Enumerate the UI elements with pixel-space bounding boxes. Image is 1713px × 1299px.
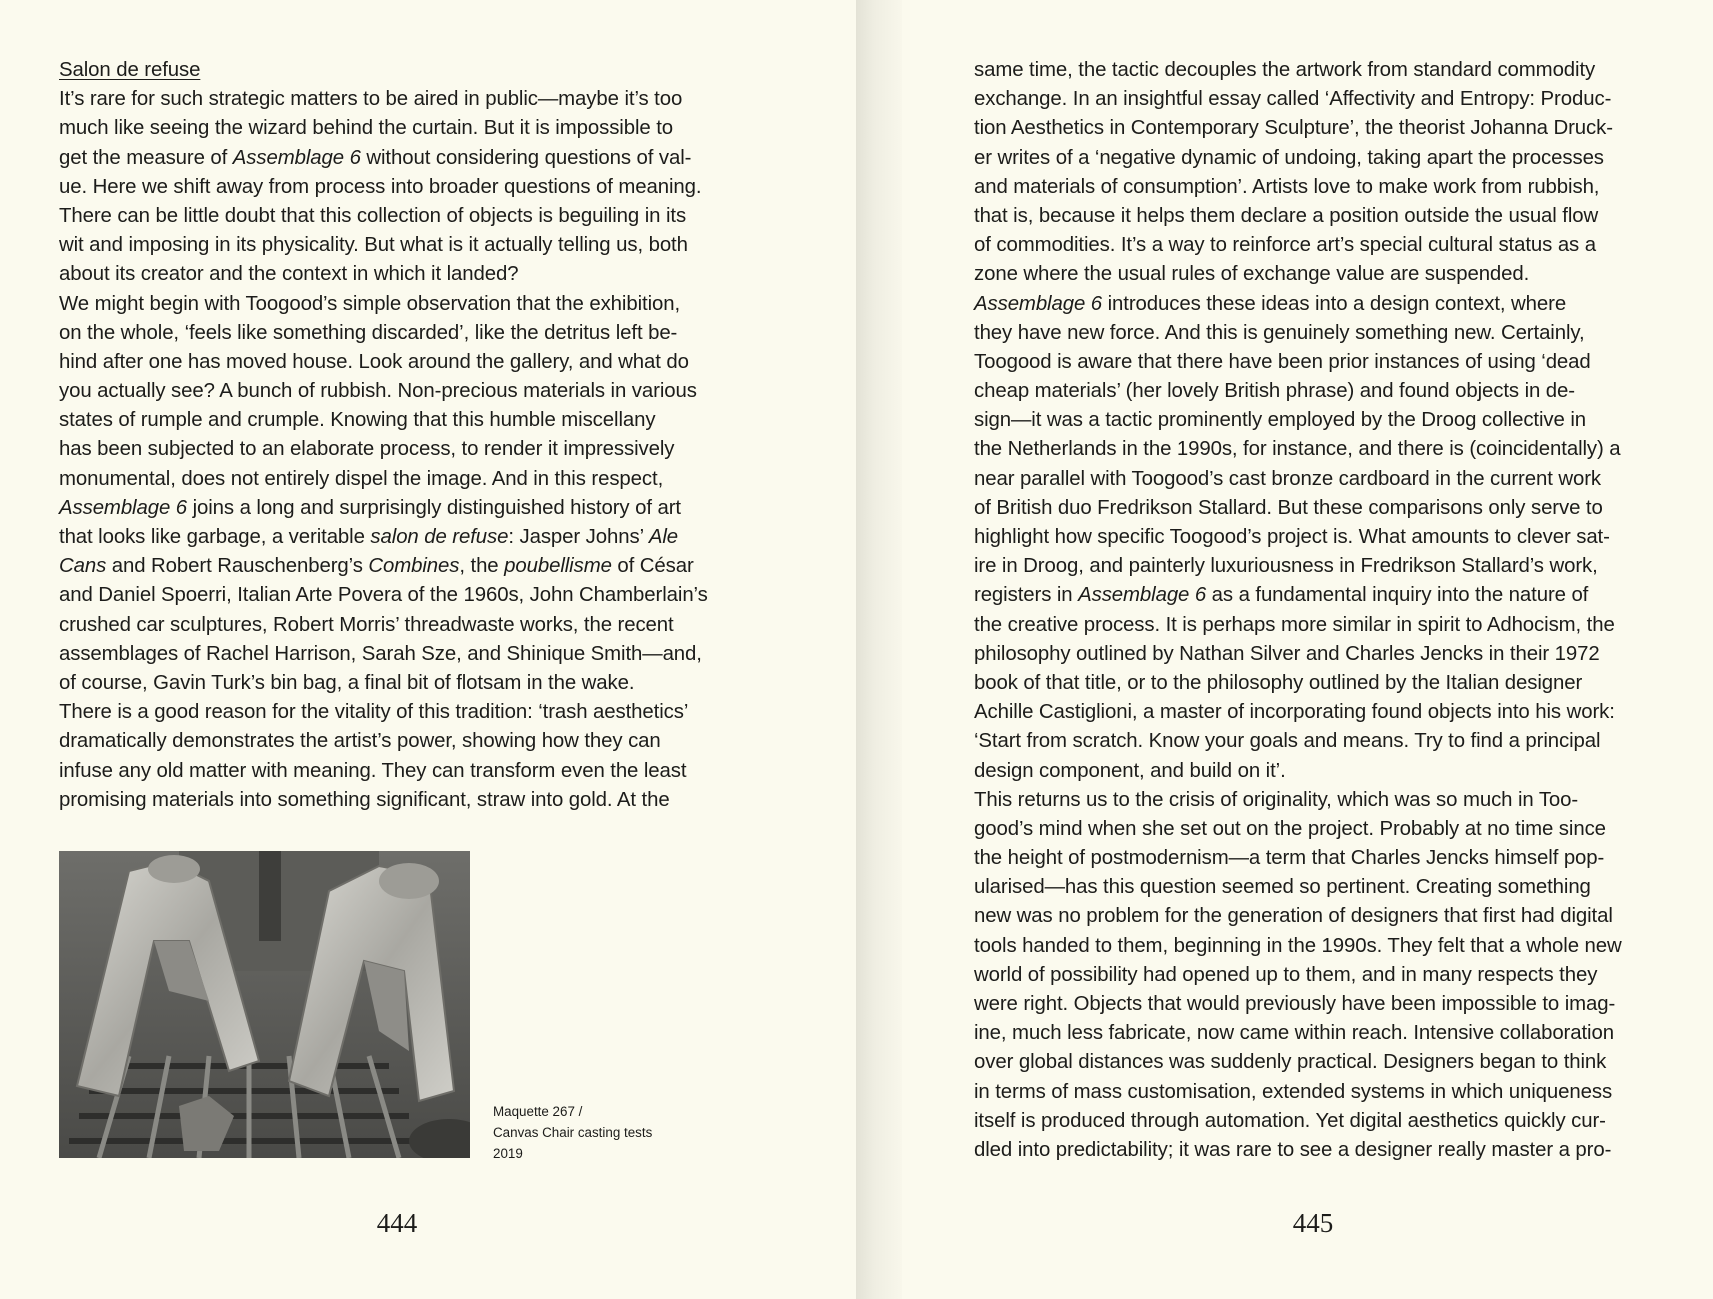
text-line: were right. Objects that would previously have been impossible to imag-: [974, 993, 1616, 1015]
text-line: crushed car sculptures, Robert Morris’ threadwaste works, the recent: [59, 613, 674, 636]
photo-caption: [493, 1101, 652, 1164]
text-line: tools handed to them, beginning in the 1990s. They felt that a whole new: [974, 934, 1622, 957]
text-line: ire in Droog, and painterly luxuriousness in Fredrikson Stallard’s work,: [974, 555, 1598, 578]
text-line: much like seeing the wizard behind the curtain. But it is impossible to: [59, 117, 673, 140]
text-line: registers in Assemblage 6 as a fundamental inquiry into the nature of: [974, 584, 1589, 607]
text-line: er writes of a ‘negative dynamic of undoing, taking apart the processes: [974, 146, 1604, 169]
text-line: There is a good reason for the vitality of this tradition: ‘trash aesthetics’: [59, 701, 689, 724]
text-line: Achille Castiglioni, a master of incorporating found objects into his work:: [974, 701, 1615, 724]
page-number-right: 445: [1292, 1208, 1334, 1238]
right-text-block: [974, 56, 1664, 1165]
text-line: the height of postmodernism—a term that Charles Jencks himself pop-: [974, 847, 1605, 870]
text-line: cheap materials’ (her lovely British phrase) and found objects in de-: [974, 380, 1575, 403]
text-line: new was no problem for the generation of designers that first had digital: [974, 905, 1613, 928]
text-line: that looks like garbage, a veritable salon de refuse: Jasper Johns’ Ale: [59, 526, 678, 548]
text-line: exchange. In an insightful essay called ‘Affectivity and Entropy: Produc-: [974, 88, 1612, 111]
caption-line: Canvas Chair casting tests: [493, 1125, 653, 1140]
page-number-left: 444: [376, 1208, 418, 1238]
text-line: philosophy outlined by Nathan Silver and Charles Jencks in their 1972: [974, 642, 1600, 665]
text-line: assemblages of Rachel Harrison, Sarah Sze, and Shinique Smith—and,: [59, 642, 702, 665]
text-line: has been subjected to an elaborate process, to render it impressively: [59, 438, 675, 461]
text-line: hind after one has moved house. Look around the gallery, and what do: [59, 350, 689, 373]
text-line: of British duo Fredrikson Stallard. But these comparisons only serve to: [974, 496, 1603, 519]
text-line: Assemblage 6 joins a long and surprisingly distinguished history of art: [59, 496, 681, 519]
text-line: Toogood is aware that there have been prior instances of using ‘dead: [974, 350, 1591, 373]
text-line: in terms of mass customisation, extended systems in which uniqueness: [974, 1080, 1613, 1103]
italic-title: salon de refuse: [370, 526, 509, 548]
text-line: promising materials into something significant, straw into gold. At the: [59, 788, 670, 811]
text-line: tion Aesthetics in Contemporary Sculpture’, the theorist Johanna Druck-: [974, 117, 1613, 140]
text-line: Cans and Robert Rauschenberg’s Combines, the poubellisme of César: [59, 555, 694, 578]
text-line: wit and imposing in its physicality. But what is it actually telling us, both: [59, 234, 688, 257]
italic-title: Ale: [648, 526, 678, 548]
text-line: of course, Gavin Turk’s bin bag, a final bit of flotsam in the wake.: [59, 671, 635, 694]
text-line: world of possibility had opened up to them, and in many respects they: [974, 963, 1598, 986]
caption-line: Maquette 267 /: [493, 1104, 583, 1119]
left-body-text: [59, 85, 749, 815]
left-text-block: [59, 56, 749, 815]
maquette-photo: [59, 851, 470, 1158]
text-line: and Daniel Spoerri, Italian Arte Povera of the 1960s, John Chamberlain’s: [59, 584, 708, 607]
text-line: the Netherlands in the 1990s, for instance, and there is (coincidentally) a: [974, 438, 1621, 461]
italic-title: Combines: [368, 555, 460, 578]
text-line: Assemblage 6 introduces these ideas into a design context, where: [974, 292, 1567, 315]
text-line: ‘Start from scratch. Know your goals and means. Try to find a principal: [974, 730, 1601, 753]
text-line: same time, the tactic decouples the artwork from standard commodity: [974, 59, 1596, 81]
text-line: of commodities. It’s a way to reinforce art’s special cultural status as a: [974, 234, 1596, 257]
text-line: design component, and build on it’.: [974, 759, 1286, 782]
text-line: over global distances was suddenly practical. Designers began to think: [974, 1051, 1607, 1074]
photo-illustration: [59, 851, 470, 1158]
text-line: that is, because it helps them declare a position outside the usual flow: [974, 204, 1599, 227]
text-line: sign—it was a tactic prominently employed by the Droog collective in: [974, 409, 1586, 432]
text-line: highlight how specific Toogood’s project is. What amounts to clever sat-: [974, 526, 1610, 548]
text-line: the creative process. It is perhaps more similar in spirit to Adhocism, the: [974, 613, 1615, 636]
text-line: good’s mind when she set out on the project. Probably at no time since: [974, 817, 1606, 840]
right-body-text: [974, 56, 1664, 1165]
text-line: you actually see? A bunch of rubbish. Non-precious materials in various: [59, 380, 697, 403]
text-line: ularised—has this question seemed so pertinent. Creating something: [974, 876, 1591, 899]
text-line: There can be little doubt that this collection of objects is beguiling in its: [59, 204, 687, 227]
text-line: get the measure of Assemblage 6 without considering questions of val-: [59, 146, 692, 169]
text-line: book of that title, or to the philosophy outlined by the Italian designer: [974, 671, 1583, 694]
italic-title: Assemblage 6: [232, 146, 361, 169]
text-line: ine, much less fabricate, now came within reach. Intensive collaboration: [974, 1022, 1614, 1045]
text-line: This returns us to the crisis of originality, which was so much in Too-: [974, 788, 1579, 811]
text-line: states of rumple and crumple. Knowing that this humble miscellany: [59, 409, 656, 432]
italic-title: Assemblage 6: [974, 292, 1103, 315]
text-line: infuse any old matter with meaning. They can transform even the least: [59, 759, 687, 782]
italic-title: Cans: [59, 555, 107, 578]
text-line: We might begin with Toogood’s simple observation that the exhibition,: [59, 292, 681, 315]
caption-line: 2019: [493, 1146, 523, 1161]
text-line: they have new force. And this is genuinely something new. Certainly,: [974, 321, 1585, 344]
text-line: and materials of consumption’. Artists love to make work from rubbish,: [974, 175, 1600, 198]
text-line: dramatically demonstrates the artist’s power, showing how they can: [59, 730, 661, 753]
text-line: on the whole, ‘feels like something discarded’, like the detritus left be-: [59, 321, 678, 344]
text-line: dled into predictability; it was rare to see a designer really master a pro-: [974, 1138, 1612, 1161]
italic-title: Assemblage 6: [1078, 584, 1207, 607]
text-line: ue. Here we shift away from process into broader questions of meaning.: [59, 175, 702, 198]
text-line: itself is produced through automation. Yet digital aesthetics quickly cur-: [974, 1109, 1606, 1132]
italic-title: poubellisme: [504, 555, 612, 578]
section-heading: Salon de refuse: [59, 59, 201, 81]
gutter-shadow: [856, 0, 902, 1299]
italic-title: Assemblage 6: [59, 496, 188, 519]
text-line: about its creator and the context in which it landed?: [59, 263, 519, 286]
text-line: monumental, does not entirely dispel the image. And in this respect,: [59, 467, 664, 490]
text-line: zone where the usual rules of exchange value are suspended.: [974, 263, 1530, 286]
text-line: near parallel with Toogood’s cast bronze cardboard in the current work: [974, 467, 1601, 490]
text-line: It’s rare for such strategic matters to be aired in public—maybe it’s too: [59, 88, 683, 111]
